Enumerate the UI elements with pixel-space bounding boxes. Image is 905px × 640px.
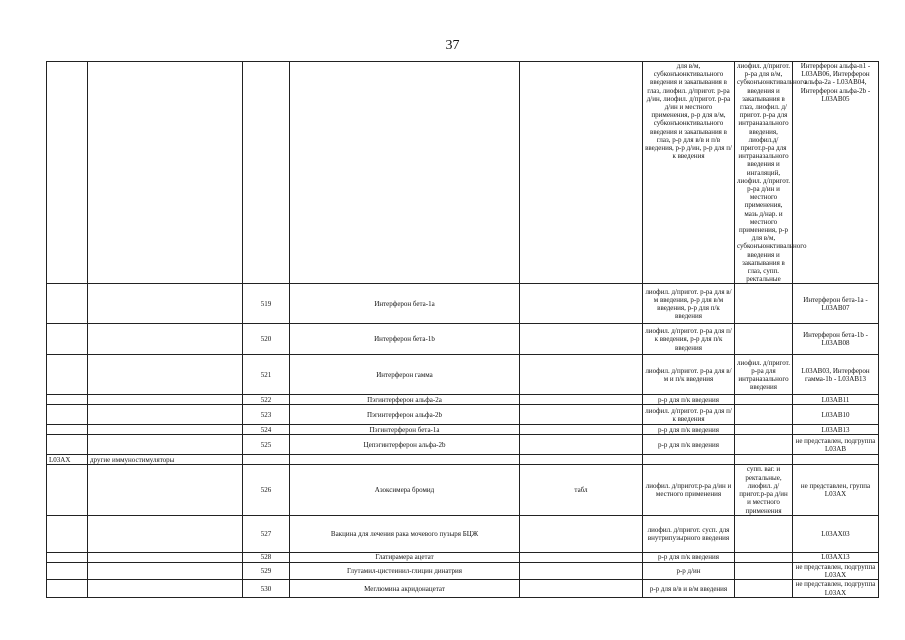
table-row (47, 455, 879, 465)
atc-code-cell: L03AX (47, 455, 88, 465)
dosage-form-cell: лиофил. д/пригот. р-ра для в/м введения, р-р для в/м введения, р-р для п/к введения (643, 284, 735, 324)
table-row (47, 425, 879, 435)
extra-cell (520, 355, 643, 395)
atc-code-cell (47, 395, 88, 405)
atc-code-cell (47, 62, 88, 284)
group-name-cell: другие иммуностимуляторы (88, 455, 243, 465)
extra-cell (520, 562, 643, 579)
row-number-cell: 524 (243, 425, 290, 435)
other-forms-cell (735, 425, 793, 435)
dosage-form-cell: р-р д/ин (643, 562, 735, 579)
analog-codes-cell: не представлен, подгруппа L03AX (793, 580, 879, 598)
row-number-cell: 530 (243, 580, 290, 598)
other-forms-cell (735, 515, 793, 552)
other-forms-cell (735, 435, 793, 455)
dosage-form-cell: р-р для п/к введения (643, 425, 735, 435)
row-number-cell: 529 (243, 562, 290, 579)
atc-code-cell (47, 405, 88, 425)
row-number-cell: 527 (243, 515, 290, 552)
dosage-form-cell: лиофил. д/пригот.р-ра д/ин и местного применения (643, 465, 735, 515)
other-forms-cell: лиофил. д/пригот. р-ра для в/м, субконъюнктивального введения и закапывания в глаз, лиофил. д/пригот. р-ра для интраназального введения, лиофил.д/пригот.р-ра для интраназального введения и ингаляций, лиофил. д/пригот. р-ра д/ин и местного применения, мазь д/нар. и местного применения, р-р для в/м, субконъюнктивального введения и закапывания в глаз, супп. ректальные (735, 62, 793, 284)
row-number-cell: 522 (243, 395, 290, 405)
group-name-cell (88, 395, 243, 405)
atc-code-cell (47, 324, 88, 355)
row-number-cell: 520 (243, 324, 290, 355)
atc-code-cell (47, 552, 88, 562)
row-number-cell: 523 (243, 405, 290, 425)
atc-code-cell (47, 580, 88, 598)
analog-codes-cell: L03AB11 (793, 395, 879, 405)
drug-name-cell: Меглюмина акридонацетат (290, 580, 520, 598)
extra-cell (520, 552, 643, 562)
atc-code-cell (47, 355, 88, 395)
analog-codes-cell: не представлен, подгруппа L03AX (793, 562, 879, 579)
table-row (47, 405, 879, 425)
extra-cell (520, 455, 643, 465)
analog-codes-cell: не представлен, подгруппа L03AB (793, 435, 879, 455)
group-name-cell (88, 515, 243, 552)
group-name-cell (88, 405, 243, 425)
other-forms-cell (735, 455, 793, 465)
dosage-form-cell: р-р для в/в и в/м введения (643, 580, 735, 598)
extra-cell: табл (520, 465, 643, 515)
table-row (47, 284, 879, 324)
drug-name-cell (290, 62, 520, 284)
other-forms-cell (735, 405, 793, 425)
row-number-cell (243, 455, 290, 465)
analog-codes-cell: L03AB10 (793, 405, 879, 425)
table-row (47, 465, 879, 515)
extra-cell (520, 284, 643, 324)
group-name-cell (88, 552, 243, 562)
row-number-cell: 521 (243, 355, 290, 395)
analog-codes-cell: Интерферон бета-1a - L03AB07 (793, 284, 879, 324)
drug-name-cell (290, 455, 520, 465)
other-forms-cell (735, 580, 793, 598)
analog-codes-cell: Интерферон бета-1b - L03AB08 (793, 324, 879, 355)
other-forms-cell (735, 395, 793, 405)
atc-code-cell (47, 562, 88, 579)
analog-codes-cell: L03AX03 (793, 515, 879, 552)
table-row (47, 562, 879, 579)
group-name-cell (88, 435, 243, 455)
drug-name-cell: Глутамил-цистеинил-глицин динатрия (290, 562, 520, 579)
table-row (47, 552, 879, 562)
analog-codes-cell (793, 455, 879, 465)
dosage-form-cell: р-р для п/к введения (643, 395, 735, 405)
extra-cell (520, 62, 643, 284)
dosage-form-cell: для в/м, субконъюнктивального введения и закапывания в глаз, лиофил. д/пригот. р-ра д/ин, лиофил. д/пригот. р-ра д/ин и местного применения, р-р для в/м, субконъюнктивального введения и закапывания в глаз, р-р для в/в и п/в введения, р-р д/ин, р-р для п/к введения (643, 62, 735, 284)
group-name-cell (88, 562, 243, 579)
group-name-cell (88, 465, 243, 515)
extra-cell (520, 324, 643, 355)
dosage-form-cell: лиофил. д/пригот. р-ра для п/к введения (643, 405, 735, 425)
drug-name-cell: Цепэгинтерферон альфа-2b (290, 435, 520, 455)
atc-code-cell (47, 284, 88, 324)
analog-codes-cell: не представлен, группа L03AX (793, 465, 879, 515)
atc-code-cell (47, 465, 88, 515)
group-name-cell (88, 355, 243, 395)
extra-cell (520, 580, 643, 598)
analog-codes-cell: L03AB13 (793, 425, 879, 435)
drug-table (46, 61, 879, 598)
drug-name-cell: Пэгинтерферон альфа-2а (290, 395, 520, 405)
atc-code-cell (47, 515, 88, 552)
analog-codes-cell: Интерферон альфа-n1 - L03AB06, Интерферон альфа-2a - L03AB04, Интерферон альфа-2b - L03AB05 (793, 62, 879, 284)
extra-cell (520, 515, 643, 552)
dosage-form-cell: лиофил. д/пригот. р-ра для п/к введения, р-р для п/к введения (643, 324, 735, 355)
extra-cell (520, 395, 643, 405)
extra-cell (520, 425, 643, 435)
drug-name-cell: Интерферон бета-1b (290, 324, 520, 355)
group-name-cell (88, 580, 243, 598)
atc-code-cell (47, 425, 88, 435)
atc-code-cell (47, 435, 88, 455)
row-number-cell: 519 (243, 284, 290, 324)
table-row (47, 515, 879, 552)
other-forms-cell: супп. ваг. и ректальные, лиофил. д/пригот.р-ра д/ин и местного применения (735, 465, 793, 515)
drug-name-cell: Интерферон бета-1а (290, 284, 520, 324)
drug-name-cell: Интерферон гамма (290, 355, 520, 395)
drug-name-cell: Пэгинтерферон бета-1а (290, 425, 520, 435)
dosage-form-cell: лиофил. д/пригот. р-ра для в/м и п/к введения (643, 355, 735, 395)
table-row (47, 435, 879, 455)
other-forms-cell: лиофил. д/пригот. р-ра для интраназального введения (735, 355, 793, 395)
other-forms-cell (735, 552, 793, 562)
row-number-cell: 528 (243, 552, 290, 562)
table-row (47, 395, 879, 405)
table-row (47, 355, 879, 395)
extra-cell (520, 405, 643, 425)
dosage-form-cell: р-р для п/к введения (643, 552, 735, 562)
other-forms-cell (735, 284, 793, 324)
group-name-cell (88, 62, 243, 284)
group-name-cell (88, 425, 243, 435)
table-row (47, 580, 879, 598)
drug-name-cell: Азоксимера бромид (290, 465, 520, 515)
dosage-form-cell (643, 455, 735, 465)
page-number: 37 (445, 38, 460, 53)
analog-codes-cell: L03AB03, Интерферон гамма-1b - L03AB13 (793, 355, 879, 395)
table-row (47, 62, 879, 284)
row-number-cell (243, 62, 290, 284)
dosage-form-cell: лиофил. д/пригот. сусп. для внутрипузырного введения (643, 515, 735, 552)
extra-cell (520, 435, 643, 455)
other-forms-cell (735, 324, 793, 355)
analog-codes-cell: L03AX13 (793, 552, 879, 562)
drug-name-cell: Пэгинтерферон альфа-2b (290, 405, 520, 425)
drug-name-cell: Вакцина для лечения рака мочевого пузыря БЦЖ (290, 515, 520, 552)
table-row (47, 324, 879, 355)
row-number-cell: 525 (243, 435, 290, 455)
other-forms-cell (735, 562, 793, 579)
row-number-cell: 526 (243, 465, 290, 515)
group-name-cell (88, 284, 243, 324)
group-name-cell (88, 324, 243, 355)
drug-name-cell: Глатирамера ацетат (290, 552, 520, 562)
dosage-form-cell: р-р для п/к введения (643, 435, 735, 455)
